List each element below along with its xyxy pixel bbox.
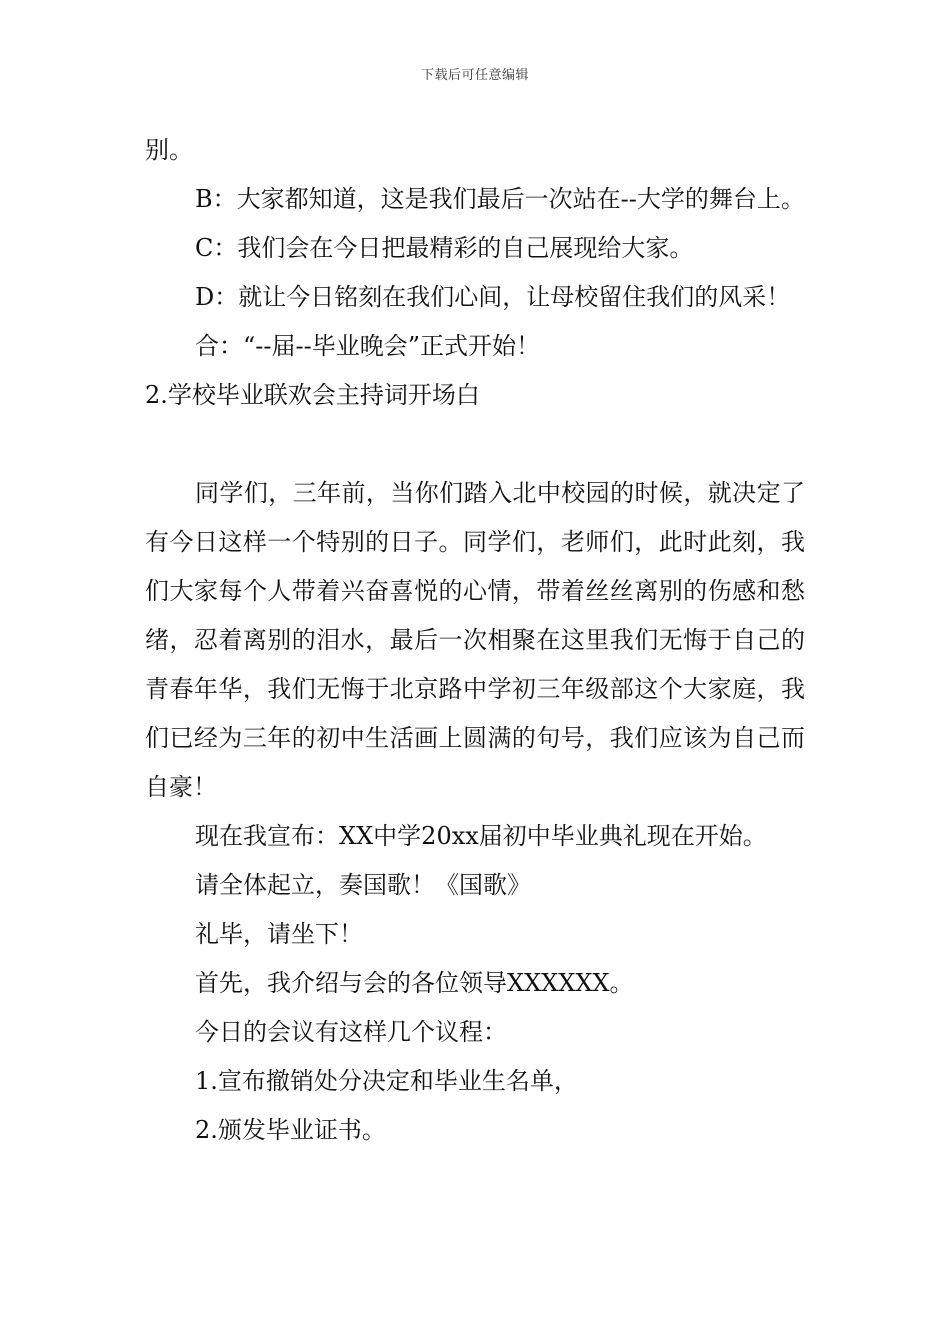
paragraph-anthem: 请全体起立，奏国歌！《国歌》 [195,871,531,899]
paragraph-host-d: D：就让今日铭刻在我们心间，让母校留住我们的风采！ [195,283,791,311]
paragraph-host-b: B：大家都知道，这是我们最后一次站在--大学的舞台上。 [195,185,805,213]
agenda-item-1: 1.宣布撤销处分决定和毕业生名单， [195,1067,578,1095]
blank-line [145,420,805,469]
section-heading: 2.学校毕业联欢会主持词开场白 [145,381,480,409]
paragraph-introduce-leaders: 首先，我介绍与会的各位领导XXXXXX。 [195,969,634,997]
agenda-item-2: 2.颁发毕业证书。 [195,1116,386,1144]
paragraph-be-seated: 礼毕，请坐下！ [195,920,363,948]
paragraph-announcement: 现在我宣布：XX中学20xx届初中毕业典礼现在开始。 [195,822,767,850]
paragraph-opening-speech: 同学们，三年前，当你们踏入北中校园的时候，就决定了有今日这样一个特别的日子。同学们，老师们，此时此刻，我们大家每个人带着兴奋喜悦的心情，带着丝丝离别的伤感和愁绪，忍着离别的泪水，最后一次相聚在这里我们无悔于自己的青春年华，我们无悔于北京路中学初三年级部这个大家庭，我们已经为三年的初中生活画上圆满的句号，我们应该为自己而自豪！ [145,479,805,801]
page-header: 下载后可任意编辑 [420,68,529,83]
paragraph-agenda-intro: 今日的会议有这样几个议程： [195,1018,507,1046]
document-body [145,126,805,1155]
paragraph-continuation: 别。 [145,136,193,164]
paragraph-together: 合：“--届--毕业晚会”正式开始！ [195,332,540,360]
paragraph-host-c: C：我们会在今日把最精彩的自己展现给大家。 [195,234,694,262]
